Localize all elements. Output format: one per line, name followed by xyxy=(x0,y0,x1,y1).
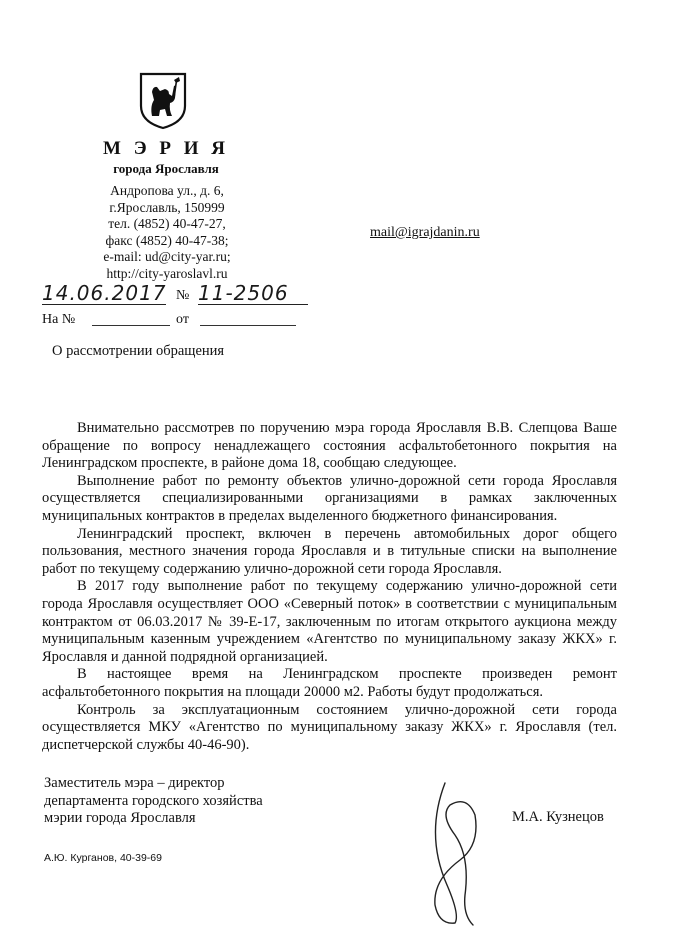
address-line: г.Ярославль, 150999 xyxy=(109,199,225,215)
letter-body xyxy=(42,420,617,754)
body-paragraph: В 2017 году выполнение работ по текущему содержанию улично-дорожной сети города Ярославля осуществляет ООО «Северный поток» в соответствии с муниципальным контрактом от 06.03.2017 № 39-Е-17, заключенным по итогам открытого аукциона между муниципальным казенным учреждением «Агентство по муниципальному заказу ЖКХ» г. Ярославля и данной подрядной организацией. xyxy=(42,578,617,665)
body-paragraph: В настоящее время на Ленинградском проспекте произведен ремонт асфальтобетонного покрытия на площади 20000 м2. Работы будут продолжаться. xyxy=(42,666,617,700)
body-paragraph: Внимательно рассмотрев по поручению мэра города Ярославля В.В. Слепцова Ваше обращение по вопросу ненадлежащего состояния асфальтобетонного покрытия на Ленинградском проспекте, в районе дома 18, сообщаю следующее. xyxy=(42,420,617,472)
handwritten-signature xyxy=(405,775,515,930)
signatory-name: М.А. Кузнецов xyxy=(512,809,604,825)
ot-blank xyxy=(200,313,296,326)
phone-line: тел. (4852) 40-47-27, xyxy=(108,216,226,232)
yaroslavl-bear-crest-icon xyxy=(138,72,188,130)
address-line: Андропова ул., д. 6, xyxy=(110,183,224,198)
fax-line: факс (4852) 40-47-38; xyxy=(105,232,229,248)
executor-contact: А.Ю. Курганов, 40-39-69 xyxy=(44,852,162,864)
position-line: Заместитель мэра – директор xyxy=(44,775,225,791)
signatory-position xyxy=(44,775,263,828)
body-paragraph: Контроль за эксплуатационным состоянием улично-дорожной сети города осуществляется МКУ «Агентство по муниципальному заказу ЖКХ» г. Ярославля (тел. диспетчерской службы 40-46-90). xyxy=(42,701,617,753)
body-paragraph: Выполнение работ по ремонту объектов улично-дорожной сети города Ярославля осуществляется специализированными организациями в рамках заключенных муниципальных контрактов в пределах выделенного бюджетного финансирования. xyxy=(42,472,617,524)
handwritten-date: 14.06.2017 xyxy=(42,281,167,305)
recipient-email: mail@igrajdanin.ru xyxy=(370,225,480,240)
address-block xyxy=(92,183,242,283)
ot-label: от xyxy=(176,312,189,327)
position-line: департамента городского хозяйства xyxy=(44,792,263,809)
website-line: http://city-yaroslavl.ru xyxy=(106,265,228,281)
position-line: мэрии города Ярославля xyxy=(44,810,196,827)
email-line: e-mail: ud@city-yar.ru; xyxy=(103,249,231,265)
number-label: № xyxy=(176,288,190,303)
na-label: На № xyxy=(42,312,76,327)
subject-line: О рассмотрении обращения xyxy=(52,343,225,359)
body-paragraph: Ленинградский проспект, включен в перечень автомобильных дорог общего пользования, местного значения города Ярославля и в титульные списки на выполнение работ по текущему содержанию улично-дорожной сети города Ярославля. xyxy=(42,525,617,577)
na-blank xyxy=(92,313,170,326)
handwritten-number: 11-2506 xyxy=(198,282,308,305)
org-subtitle: города Ярославля xyxy=(113,161,219,176)
org-title: М Э Р И Я xyxy=(103,138,229,159)
